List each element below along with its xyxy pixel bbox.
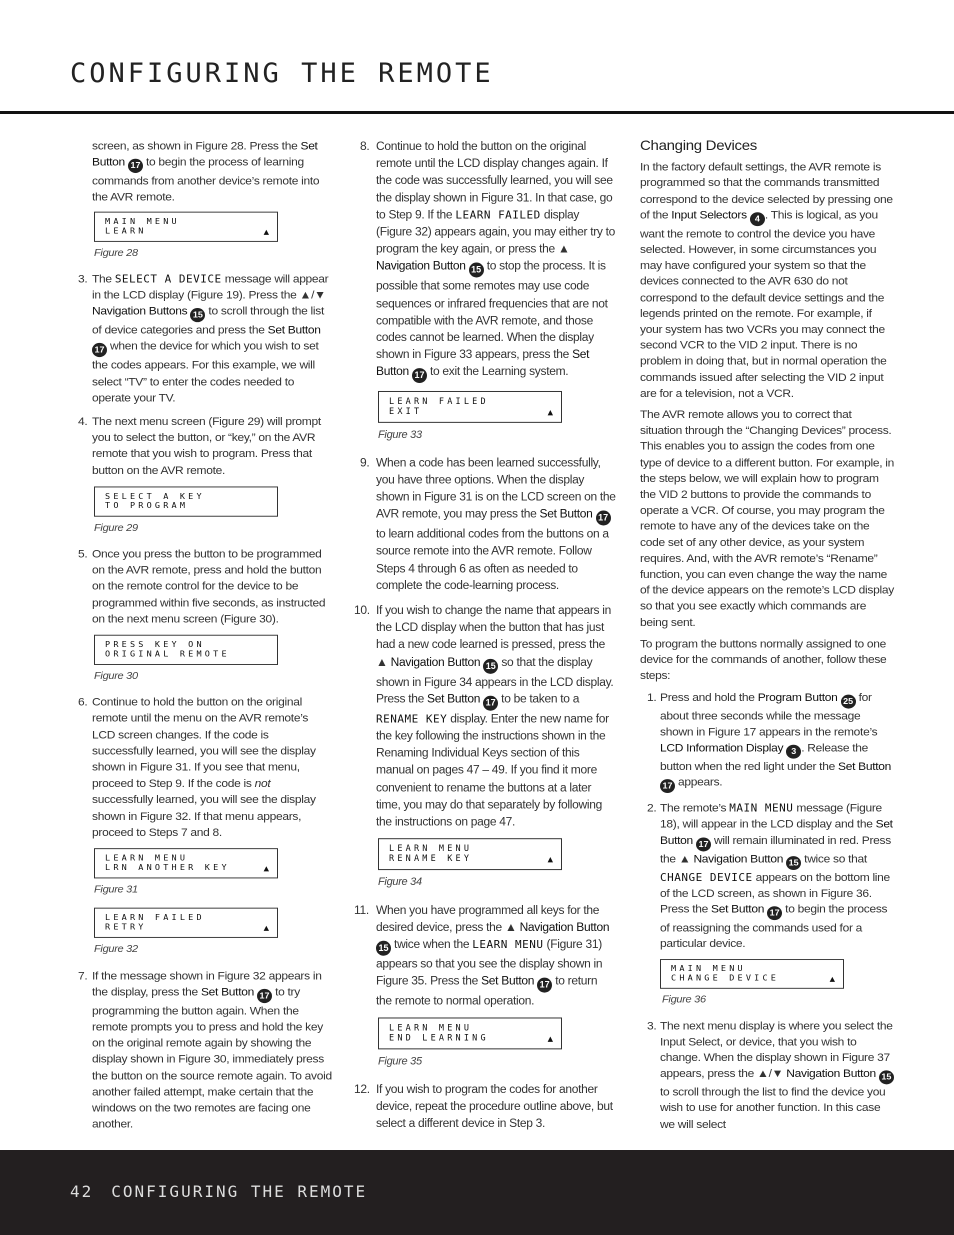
callout-4-icon: 4 xyxy=(750,212,765,226)
callout-15-icon: 15 xyxy=(190,308,205,322)
step-5: 5. Once you press the button to be programmed on the AVR remote, press and hold the button on the remote control for the device to be programmed within five seconds, as instructed on the next menu screen (Figure 30). xyxy=(78,546,326,626)
callout-3-icon: 3 xyxy=(786,745,801,759)
column-2 xyxy=(354,138,616,1140)
lcd-figure-28: MAIN MENU LEARN ▲ xyxy=(94,211,278,241)
callout-17-icon: 17 xyxy=(257,989,272,1003)
up-arrow-icon: ▲ xyxy=(263,864,269,874)
figure-caption: Figure 33 xyxy=(378,429,422,442)
step-1: 1. Press and hold the Program Button 25 for about three seconds while the message shown in Figure 17 appears in the remote’s LCD Information Display 3 . Release the button when the red light under the Set Button 17 appears. xyxy=(660,690,896,794)
step-3: 3. The next menu display is where you select the Input Select, or device, that you wish to change. When the display shown in Figure 37 appears, press the ▲/▼ Navigation Button 15 to scroll through the list to find the device you wish to use for another function. In this case we will select xyxy=(647,1018,893,1131)
callout-15-icon: 15 xyxy=(483,659,498,674)
step-12: 12. If you wish to program the codes for another device, repeat the procedure outline above, but select a different device in Step 3. xyxy=(354,1081,613,1130)
figure-caption: Figure 36 xyxy=(662,994,706,1006)
step-4: 4. The next menu screen (Figure 29) will prompt you to select the button, or “key,” on the AVR remote that you wish to program. Press that button on the AVR remote. xyxy=(78,414,321,477)
figure-caption: Figure 35 xyxy=(378,1055,422,1068)
callout-17-icon: 17 xyxy=(660,779,675,793)
lcd-figure-34: LEARN MENU RENAME KEY ▲ xyxy=(378,839,562,871)
page-header-title: CONFIGURING THE REMOTE xyxy=(70,58,494,89)
callout-17-icon: 17 xyxy=(596,511,611,526)
callout-17-icon: 17 xyxy=(128,159,143,173)
up-arrow-icon: ▲ xyxy=(263,924,269,934)
paragraph: The AVR remote allows you to correct that situation through the “Changing Devices” process. This enables you to assign the codes from one type of device to a different button. For example, in the steps below, we will explain how to program the VID 2 buttons to provide the commands to operate a VCR. Of course, you may program the remote to have any of the devices take on the code set of any other device, as your system requires. And, with the AVR remote’s “Rename” function, you can even change the way the name of the device appears on the remote’s LCD display so that you see exactly which commands are being sent. xyxy=(640,408,895,629)
intro-paragraph: screen, as shown in Figure 28. Press the Set Button 17 to begin the process of learning commands from another device’s remote into the AVR remote. xyxy=(92,138,320,204)
up-arrow-icon: ▲ xyxy=(829,975,835,985)
callout-15-icon: 15 xyxy=(376,941,391,956)
lcd-figure-36: MAIN MENU CHANGE DEVICE ▲ xyxy=(660,959,844,989)
up-arrow-icon: ▲ xyxy=(547,855,553,866)
column-3 xyxy=(640,138,896,1140)
step-3: 3. The SELECT A DEVICE message will appear in the LCD display (Figure 19). Press the ▲/▼ Navigation Buttons 15 to scroll through the list of device categories and press the Set Button 17 when the device for which you wish to set the codes appears. For this example, we will select “TV” to enter the codes needed to operate your TV. xyxy=(78,271,329,405)
paragraph: To program the buttons normally assigned to one device for the commands of another, follow these steps: xyxy=(640,637,887,682)
lcd-figure-29: SELECT A KEY TO PROGRAM xyxy=(94,486,278,516)
step-9: 9. When a code has been learned successfully, you have three options. When the display shown in Figure 31 is on the LCD screen on the AVR remote, you may press the Set Button 17 to learn additional codes from the buttons on a source remote into the AVR remote. Follow Steps 4 through 6 as often as needed to complete the code-learning process. xyxy=(360,455,616,593)
up-arrow-icon: ▲ xyxy=(547,1034,553,1045)
up-arrow-icon: ▲ xyxy=(263,227,269,237)
callout-17-icon: 17 xyxy=(537,978,552,993)
callout-15-icon: 15 xyxy=(786,856,801,870)
callout-15-icon: 15 xyxy=(879,1071,894,1085)
lcd-figure-31: LEARN MENU LRN ANOTHER KEY ▲ xyxy=(94,848,278,878)
step-8: 8. Continue to hold the button on the original remote until the LCD display changes again. If the code was successfully learned, you will see the display shown in Figure 31. In that case, go to Step 9. If the LEARN FAILED display (Figure 32) appears again, you may either try to program the key again, or press the ▲ Navigation Button 15 to stop the process. It is possible that some remotes may use code sequences or infrared frequencies that are not compatible with the AVR remote, and those codes cannot be learned. When the display shown in Figure 33 appears, press the Set Button 17 to exit the Learning system. xyxy=(376,138,616,383)
callout-17-icon: 17 xyxy=(483,696,498,711)
callout-15-icon: 15 xyxy=(469,263,484,278)
callout-17-icon: 17 xyxy=(696,837,711,851)
column-1 xyxy=(78,138,332,1140)
step-6: 6. Continue to hold the button on the original remote until the menu on the AVR remote’s LCD screen changes. If the code is successfully learned, you will see the display shown in Figure 31. If you see that menu, proceed to Step 9. If the code is not successfully learned, you will see the display shown in Figure 32. If that menu appears, proceed to Steps 7 and 8. xyxy=(78,695,316,839)
lcd-figure-32: LEARN FAILED RETRY ▲ xyxy=(94,908,278,938)
figure-caption: Figure 34 xyxy=(378,876,422,889)
callout-17-icon: 17 xyxy=(92,343,107,357)
figure-caption: Figure 28 xyxy=(94,247,138,259)
step-7: 7. If the message shown in Figure 32 appears in the display, press the Set Button 17 to try programming the button again. When the remote prompts you to press and hold the key on the original remote again by showing the display shown in Figure 30, immediately press the button on the source remote again. To avoid another failed attempt, make certain that the windows on the two remotes are facing one another. xyxy=(78,968,332,1131)
figure-caption: Figure 30 xyxy=(94,670,138,683)
step-2: 2. The remote’s MAIN MENU message (Figure 18), will appear in the LCD display and the Set Button 17 will remain illuminated in red. Press the ▲ Navigation Button 15 twice so that CHANGE DEVICE appears on the bottom line of the LCD screen, as shown in Figure 36. Press the Set Button 17 to begin the process of reassigning the commands used for a particular device. xyxy=(647,801,893,950)
footer-section-title: CONFIGURING THE REMOTE xyxy=(111,1182,368,1201)
page-number: 42 xyxy=(70,1182,94,1201)
header-rule xyxy=(0,111,954,114)
up-arrow-icon: ▲ xyxy=(547,408,553,419)
callout-17-icon: 17 xyxy=(412,369,427,384)
callout-25-icon: 25 xyxy=(841,694,856,708)
lcd-figure-33: LEARN FAILED EXIT ▲ xyxy=(378,391,562,423)
step-10: 10. If you wish to change the name that appears in the LCD display when the button that has just had a new code learned is pressed, press the ▲ Navigation Button 15 so that the display shown in Figure 34 appears in the LCD display. Press the Set Button 17 to be taken to a RENAME KEY display. Enter the new name for the key following the instructions shown in the Renaming Individual Keys section of this manual on pages 47 – 49. If you find it more convenient to rename the buttons at a later time, you may do that separately by following the instructions on page 47. xyxy=(354,603,614,829)
lcd-figure-35: LEARN MENU END LEARNING ▲ xyxy=(378,1018,562,1050)
figure-caption: Figure 31 xyxy=(94,884,138,896)
figure-caption: Figure 32 xyxy=(94,943,138,956)
lcd-figure-30: PRESS KEY ON ORIGINAL REMOTE xyxy=(94,635,278,665)
step-11: 11. When you have programmed all keys for the desired device, press the ▲ Navigation Button 15 twice when the LEARN MENU (Figure 31) appears so that you see the display shown in Figure 35. Press the Set Button 17 to return the remote to normal operation. xyxy=(354,902,610,1008)
section-heading: Changing Devices xyxy=(640,138,757,154)
paragraph: In the factory default settings, the AVR remote is programmed so that the commands transmitted correspond to the device selected by pressing one of the Input Selectors 4 . This is logical, as you want the remote to control the device you have selected. However, in some circumstances you may have configured your system so that the devices connected to the AVR 630 do not correspond to the default device settings and the legends printed on the remote. For example, if your system has two VCRs you may connect the second VCR to the VID 2 input. There is no problem in doing that, but in normal operation the commands issued after selecting the VID 2 input are for a television, not a VCR. xyxy=(640,160,893,400)
callout-17-icon: 17 xyxy=(767,906,782,920)
figure-caption: Figure 29 xyxy=(94,522,138,534)
footer-text xyxy=(70,1182,367,1201)
